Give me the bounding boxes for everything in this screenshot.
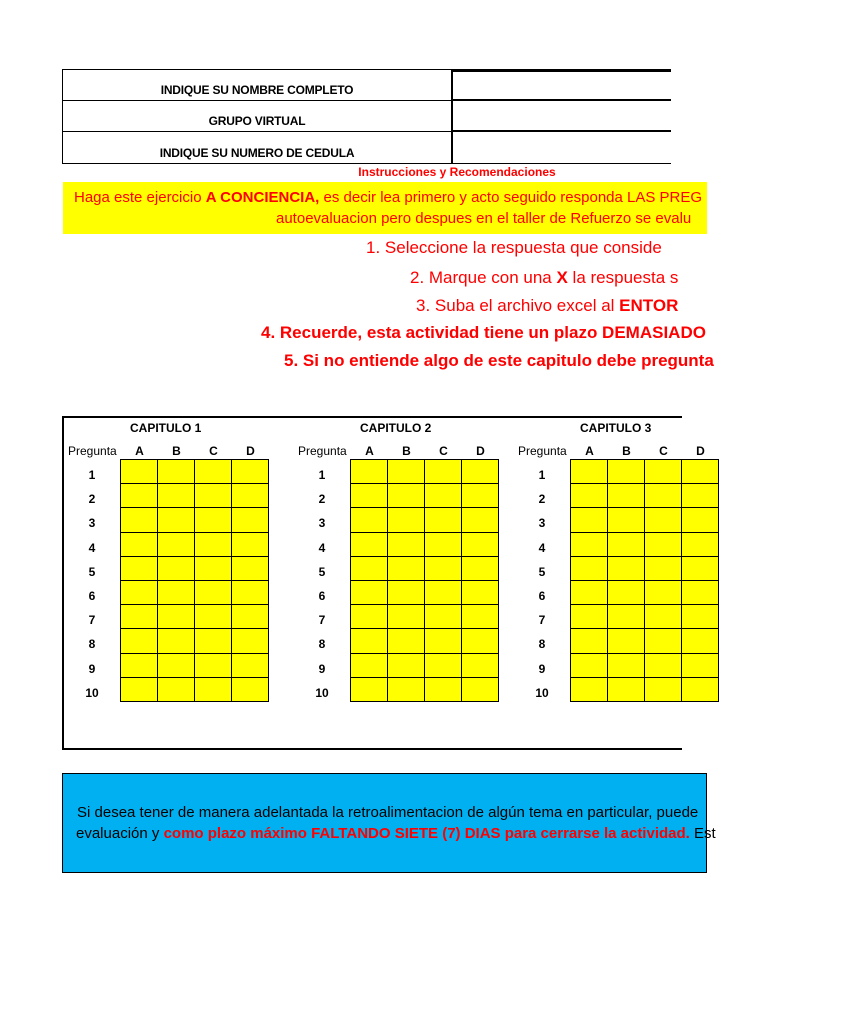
answer-cell-q10-d[interactable] <box>682 678 718 701</box>
question-number: 9 <box>538 661 546 676</box>
question-number: 7 <box>538 613 546 628</box>
answer-cell-q10-c[interactable] <box>195 678 231 701</box>
answer-cell-q4-a[interactable] <box>571 533 607 556</box>
pregunta-label: Pregunta <box>298 444 347 458</box>
question-number: 7 <box>88 613 96 628</box>
option-b-header: B <box>622 444 631 458</box>
answer-cell-q2-b[interactable] <box>608 484 644 507</box>
question-number: 4 <box>318 540 326 555</box>
question-number: 3 <box>538 516 546 531</box>
answer-cell-q7-b[interactable] <box>158 605 194 628</box>
question-number: 1 <box>538 468 546 482</box>
answer-cell-q7-d[interactable] <box>682 605 718 628</box>
answer-cell-q3-a[interactable] <box>571 508 607 531</box>
answer-cell-q8-a[interactable] <box>571 629 607 652</box>
chapter-3-answer-cells <box>570 459 719 702</box>
answer-cell-q6-a[interactable] <box>351 581 387 604</box>
answer-cell-q3-d[interactable] <box>682 508 718 531</box>
warning-line-1: Haga este ejercicio A CONCIENCIA, es decir lea primero y acto seguido responda LAS PREG <box>74 189 703 206</box>
answer-cell-q3-b[interactable] <box>388 508 424 531</box>
question-number: 5 <box>88 564 96 579</box>
answer-cell-q9-b[interactable] <box>158 654 194 677</box>
answer-cell-q8-b[interactable] <box>388 629 424 652</box>
question-number: 3 <box>318 516 326 531</box>
answer-cell-q8-d[interactable] <box>462 629 498 652</box>
feedback-line-2: evaluación y como plazo máximo FALTANDO SIETE (7) DIAS para cerrarse la actividad. Est <box>76 825 716 842</box>
question-number: 4 <box>538 540 546 555</box>
answer-cell-q2-d[interactable] <box>462 484 498 507</box>
option-b-header: B <box>402 444 411 458</box>
answer-cell-q1-b[interactable] <box>608 460 644 483</box>
answer-cell-q1-b[interactable] <box>158 460 194 483</box>
chapter-3-title: CAPITULO 3 <box>580 421 652 435</box>
question-number: 6 <box>318 589 326 603</box>
chapter-1-answer-cells <box>120 459 269 702</box>
step-4: 4. Recuerde, esta actividad tiene un plazo DEMASIADO <box>261 323 706 342</box>
answer-cell-q1-b[interactable] <box>388 460 424 483</box>
answer-cell-q9-a[interactable] <box>121 654 157 677</box>
answer-cell-q8-b[interactable] <box>158 629 194 652</box>
option-a-header: A <box>365 444 374 458</box>
answer-cell-q6-c[interactable] <box>195 581 231 604</box>
answer-cell-q9-d[interactable] <box>682 654 718 677</box>
question-number: 2 <box>88 492 96 507</box>
answer-cell-q5-b[interactable] <box>158 557 194 580</box>
answer-cell-q10-a[interactable] <box>351 678 387 701</box>
answer-cell-q6-a[interactable] <box>121 581 157 604</box>
answer-cell-q6-d[interactable] <box>462 581 498 604</box>
answer-cell-q9-b[interactable] <box>388 654 424 677</box>
answer-cell-q4-c[interactable] <box>425 533 461 556</box>
answer-cell-q3-b[interactable] <box>608 508 644 531</box>
answer-cell-q7-a[interactable] <box>121 605 157 628</box>
answer-cell-q5-d[interactable] <box>682 557 718 580</box>
question-number: 5 <box>538 564 546 579</box>
feedback-line-1: Si desea tener de manera adelantada la retroalimentacion de algún tema en particular, puede <box>77 804 699 821</box>
question-number: 4 <box>88 540 96 555</box>
answer-cell-q10-b[interactable] <box>388 678 424 701</box>
answer-cell-q2-c[interactable] <box>425 484 461 507</box>
question-number: 9 <box>88 661 96 676</box>
answer-cell-q7-c[interactable] <box>195 605 231 628</box>
question-number: 10 <box>315 685 329 700</box>
answer-cell-q4-b[interactable] <box>158 533 194 556</box>
answer-cell-q5-a[interactable] <box>351 557 387 580</box>
answer-cell-q6-b[interactable] <box>608 581 644 604</box>
warning-line-2: autoevaluacion pero despues en el taller de Refuerzo se evalu <box>276 210 692 227</box>
answer-cell-q4-d[interactable] <box>232 533 268 556</box>
answer-cell-q1-a[interactable] <box>121 460 157 483</box>
chapter-1-title: CAPITULO 1 <box>130 421 202 435</box>
answer-cell-q8-c[interactable] <box>195 629 231 652</box>
answer-cell-q2-a[interactable] <box>121 484 157 507</box>
option-a-header: A <box>135 444 144 458</box>
answer-cell-q2-a[interactable] <box>351 484 387 507</box>
answer-cell-q1-d[interactable] <box>232 460 268 483</box>
step-1: 1. Seleccione la respuesta que conside <box>366 238 662 257</box>
answer-cell-q8-d[interactable] <box>232 629 268 652</box>
option-c-header: C <box>439 444 448 458</box>
answer-cell-q8-d[interactable] <box>682 629 718 652</box>
option-b-header: B <box>172 444 181 458</box>
answer-cell-q10-a[interactable] <box>571 678 607 701</box>
answer-cell-q5-a[interactable] <box>121 557 157 580</box>
answer-cell-q5-b[interactable] <box>608 557 644 580</box>
answer-cell-q2-d[interactable] <box>682 484 718 507</box>
answer-cell-q1-a[interactable] <box>351 460 387 483</box>
answer-cell-q2-c[interactable] <box>645 484 681 507</box>
question-number: 10 <box>535 685 549 700</box>
answer-cell-q4-a[interactable] <box>351 533 387 556</box>
instructions-title: Instrucciones y Recomendaciones <box>358 165 556 179</box>
answer-cell-q2-d[interactable] <box>232 484 268 507</box>
id-label: INDIQUE SU NUMERO DE CEDULA <box>159 146 355 160</box>
answer-cell-q8-c[interactable] <box>425 629 461 652</box>
answer-cell-q4-d[interactable] <box>462 533 498 556</box>
answer-cell-q10-a[interactable] <box>121 678 157 701</box>
pregunta-label: Pregunta <box>518 444 567 458</box>
answer-cell-q1-d[interactable] <box>682 460 718 483</box>
answer-cell-q5-c[interactable] <box>195 557 231 580</box>
answer-cell-q2-b[interactable] <box>388 484 424 507</box>
question-number: 7 <box>318 613 326 628</box>
answer-cell-q8-b[interactable] <box>608 629 644 652</box>
question-number: 5 <box>318 564 326 579</box>
question-number: 2 <box>538 492 546 507</box>
question-number: 8 <box>88 637 96 652</box>
answer-cell-q2-b[interactable] <box>158 484 194 507</box>
answer-cell-q10-b[interactable] <box>158 678 194 701</box>
answer-cell-q3-a[interactable] <box>121 508 157 531</box>
answer-cell-q6-d[interactable] <box>232 581 268 604</box>
answer-cell-q7-d[interactable] <box>232 605 268 628</box>
answer-cell-q8-c[interactable] <box>645 629 681 652</box>
answer-cell-q1-c[interactable] <box>645 460 681 483</box>
answer-cell-q9-c[interactable] <box>645 654 681 677</box>
answer-cell-q1-d[interactable] <box>462 460 498 483</box>
answer-cell-q4-c[interactable] <box>195 533 231 556</box>
question-number: 2 <box>318 492 326 507</box>
question-number: 9 <box>318 661 326 676</box>
chapter-2-title: CAPITULO 2 <box>360 421 432 435</box>
answer-cell-q6-c[interactable] <box>645 581 681 604</box>
feedback-note <box>62 773 716 873</box>
answer-cell-q9-d[interactable] <box>462 654 498 677</box>
answer-cell-q10-d[interactable] <box>462 678 498 701</box>
answer-cell-q9-c[interactable] <box>195 654 231 677</box>
answer-cell-q6-d[interactable] <box>682 581 718 604</box>
answer-cell-q3-a[interactable] <box>351 508 387 531</box>
answer-cell-q3-d[interactable] <box>462 508 498 531</box>
pregunta-label: Pregunta <box>68 444 117 458</box>
answer-cell-q9-a[interactable] <box>351 654 387 677</box>
answer-cell-q7-d[interactable] <box>462 605 498 628</box>
question-number: 8 <box>538 637 546 652</box>
question-number: 6 <box>538 589 546 603</box>
answer-cell-q10-c[interactable] <box>645 678 681 701</box>
answer-cell-q5-b[interactable] <box>388 557 424 580</box>
answer-cell-q7-c[interactable] <box>425 605 461 628</box>
answer-cell-q7-b[interactable] <box>608 605 644 628</box>
option-d-header: D <box>476 444 485 458</box>
answer-cell-q10-d[interactable] <box>232 678 268 701</box>
question-number: 1 <box>318 468 326 482</box>
answer-cell-q8-a[interactable] <box>351 629 387 652</box>
answer-cell-q3-d[interactable] <box>232 508 268 531</box>
answer-cell-q2-c[interactable] <box>195 484 231 507</box>
chapter-2-answer-cells <box>350 459 499 702</box>
answer-cell-q9-c[interactable] <box>425 654 461 677</box>
answer-cell-q5-c[interactable] <box>645 557 681 580</box>
option-c-header: C <box>659 444 668 458</box>
question-number: 1 <box>88 468 96 482</box>
step-3: 3. Suba el archivo excel al ENTOR <box>416 296 679 315</box>
answer-cell-q1-c[interactable] <box>195 460 231 483</box>
answer-cell-q3-c[interactable] <box>425 508 461 531</box>
answer-cell-q2-a[interactable] <box>571 484 607 507</box>
answer-cell-q4-d[interactable] <box>682 533 718 556</box>
answer-cell-q3-c[interactable] <box>645 508 681 531</box>
answer-cell-q5-c[interactable] <box>425 557 461 580</box>
question-number: 6 <box>88 589 96 603</box>
answer-cell-q8-a[interactable] <box>121 629 157 652</box>
option-a-header: A <box>585 444 594 458</box>
answer-cell-q4-c[interactable] <box>645 533 681 556</box>
group-label: GRUPO VIRTUAL <box>63 101 451 132</box>
answer-cell-q6-b[interactable] <box>388 581 424 604</box>
answer-cell-q9-a[interactable] <box>571 654 607 677</box>
answer-cell-q9-b[interactable] <box>608 654 644 677</box>
answer-cell-q10-b[interactable] <box>608 678 644 701</box>
answer-cell-q3-c[interactable] <box>195 508 231 531</box>
answer-cell-q5-d[interactable] <box>462 557 498 580</box>
question-number: 3 <box>88 516 96 531</box>
answer-cell-q4-b[interactable] <box>608 533 644 556</box>
answer-cell-q4-b[interactable] <box>388 533 424 556</box>
step-5: 5. Si no entiende algo de este capitulo debe pregunta <box>284 351 714 370</box>
answer-cell-q5-a[interactable] <box>571 557 607 580</box>
answer-cell-q7-c[interactable] <box>645 605 681 628</box>
option-d-header: D <box>246 444 255 458</box>
answer-cell-q4-a[interactable] <box>121 533 157 556</box>
answer-cell-q9-d[interactable] <box>232 654 268 677</box>
answer-cell-q3-b[interactable] <box>158 508 194 531</box>
answer-cell-q6-c[interactable] <box>425 581 461 604</box>
question-number: 10 <box>85 685 99 700</box>
answer-cell-q6-b[interactable] <box>158 581 194 604</box>
step-2: 2. Marque con una X la respuesta s <box>410 268 679 287</box>
option-c-header: C <box>209 444 218 458</box>
answer-cell-q10-c[interactable] <box>425 678 461 701</box>
answer-cell-q7-b[interactable] <box>388 605 424 628</box>
question-number: 8 <box>318 637 326 652</box>
answer-cell-q1-c[interactable] <box>425 460 461 483</box>
option-d-header: D <box>696 444 705 458</box>
answer-cell-q7-a[interactable] <box>351 605 387 628</box>
answer-cell-q1-a[interactable] <box>571 460 607 483</box>
answer-cell-q5-d[interactable] <box>232 557 268 580</box>
answer-cell-q7-a[interactable] <box>571 605 607 628</box>
name-label: INDIQUE SU NOMBRE COMPLETO <box>63 70 451 101</box>
answer-cell-q6-a[interactable] <box>571 581 607 604</box>
